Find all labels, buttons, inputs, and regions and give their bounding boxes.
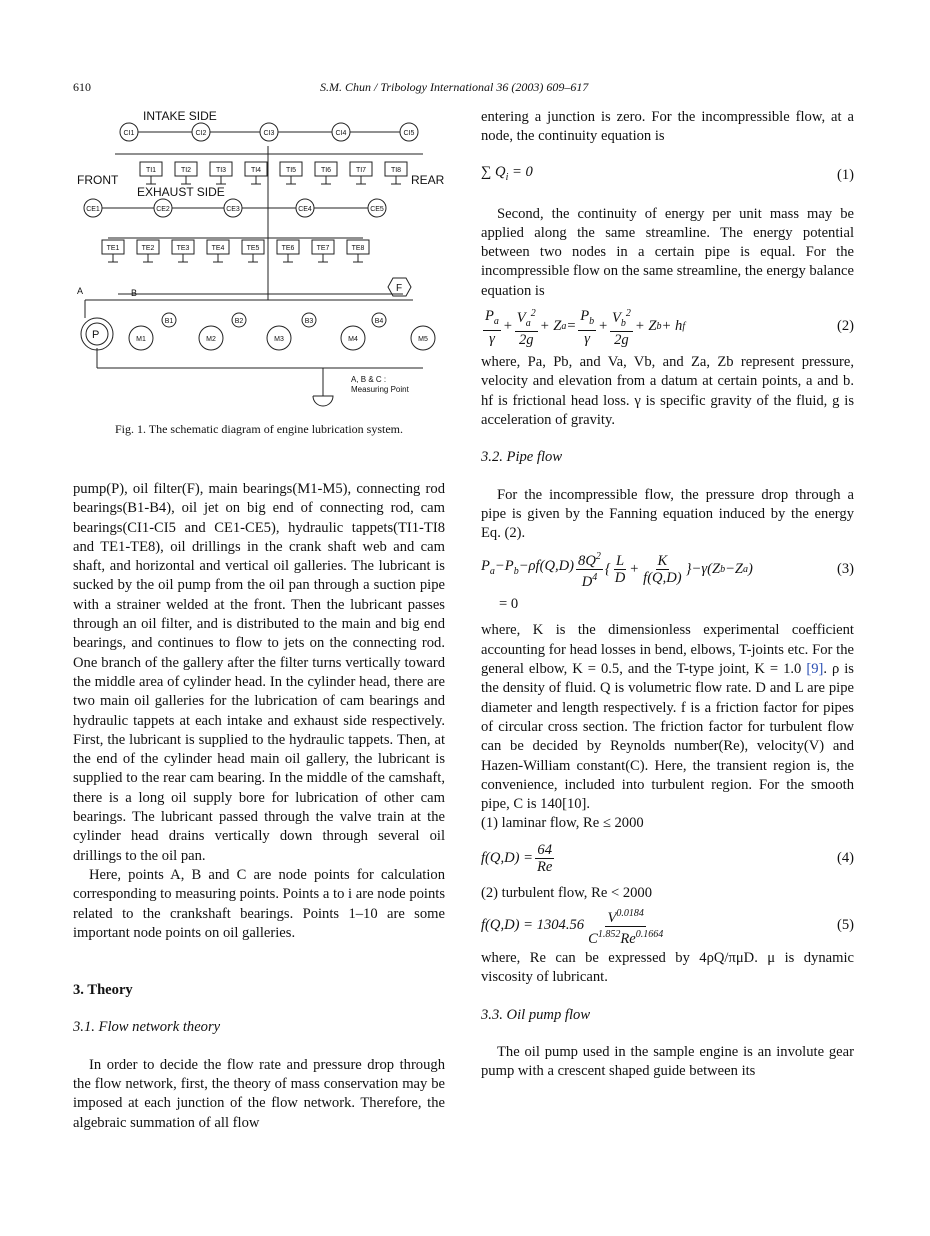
bearing-label-ci5: CI5	[403, 130, 415, 137]
equation-1: ∑ $Q_i = 0$ (1)	[481, 164, 854, 184]
left-paragraph-3: In order to decide the flow rate and pressure drop through the flow network, first, the theory of mass conservation may be imposed at each junction of the flow network. Therefore, the algebraic summation of all flow	[73, 1056, 445, 1131]
section-3-heading: 3. Theory	[73, 982, 133, 999]
figure-caption: Fig. 1. The schematic diagram of engine lubrication system.	[114, 422, 404, 436]
running-head: S.M. Chun / Tribology International 36 (2003) 609–617	[320, 80, 589, 94]
bearing-label-m1: M1	[136, 336, 146, 343]
left-paragraph-1: pump(P), oil filter(F), main bearings(M1-M5), connecting rod bearings(B1-B4), oil jet on big end of connecting rod, cam bearings(CI1-CI5 and CE1-CE5), hydraulic tappets(TI1-TI8 and TE1-TE8), oil drillings in the crank shaft web and cam shaft, and horizontal and vertical oil galleries. The lubricant is sucked by the oil pump from the oil pan through a suction pipe with a strainer welded at the front. Then the lubricant passes through an oil filter, and is distributed to the main and big end bearings, and continues to flow to jets on the connecting rod. One branch of the gallery after the filter turns vertically toward the middle area of cylinder head. In the cylinder head, there are two main oil galleries for the lubrication of cam bearings and hydraulic tappets at each intake and exhaust side respectively. First, the lubricant is supplied to the hydraulic tappets. Then, at the end of the cylinder head main oil gallery, the lubricant is supplied to the rear cam bearing. In the middle of the camshaft, there is a long oil supply bore for lubrication of other cam bearings. The lubricant passed through the valve train at the cylinder head drains vertically down through several oil drillings to the oil pan.	[73, 481, 445, 864]
bearing-label-ci4: CI4	[335, 130, 347, 137]
bearing-label-ce5: CE5	[370, 206, 384, 213]
front-label: FRONT	[77, 173, 119, 187]
section-3-3-heading: 3.3. Oil pump flow	[481, 1006, 591, 1023]
point-A-label: A	[77, 286, 84, 296]
left-paragraph-2: Here, points A, B and C are node points for calculation corresponding to measuring points. Points a to i are node points related to the crankshaft bearings. Points 1–10 are some important node points on oil galleries.	[73, 866, 445, 941]
bearing-label-b3: B3	[304, 318, 314, 325]
bearing-label-ci1: CI1	[123, 130, 135, 137]
section-3-1-heading: 3.1. Flow network theory	[73, 1019, 221, 1036]
tappet-label-te8: TE8	[351, 245, 365, 252]
point-B-label: B	[131, 288, 138, 298]
right-paragraph-5a: where, K is the dimensionless experimental coefficient accounting for head losses in bend, elbows, T-joints etc. For the general elbow, K = 0.5, and the T-type joint, K = 1.0	[481, 622, 854, 678]
tappet-label-te2: TE2	[141, 245, 155, 252]
bearing-label-b2: B2	[234, 318, 244, 325]
tappet-label-te4: TE4	[211, 245, 225, 252]
tappet-label-ti8: TI8	[390, 167, 402, 174]
tappets-intake	[140, 162, 407, 184]
bearing-label-ci3: CI3	[263, 130, 275, 137]
section-3-2-heading: 3.2. Pipe flow	[481, 449, 563, 466]
bearing-label-ce2: CE2	[156, 206, 170, 213]
tappet-label-ti1: TI1	[145, 167, 157, 174]
left-column	[73, 480, 445, 1133]
bearing-label-ce4: CE4	[298, 206, 312, 213]
equation-2-number: (2)	[836, 318, 854, 335]
tappet-label-ti4: TI4	[250, 167, 262, 174]
right-paragraph-7: The oil pump used in the sample engine is an involute gear pump with a crescent shaped guide between its	[481, 1043, 854, 1080]
pump-label: P	[92, 329, 100, 341]
tappet-label-ti5: TI5	[285, 167, 297, 174]
main-bearings	[129, 326, 435, 350]
intake-side-label: INTAKE SIDE	[143, 109, 217, 123]
tappet-label-te6: TE6	[281, 245, 295, 252]
right-column	[481, 108, 854, 1082]
right-paragraph-2: Second, the continuity of energy per unit mass may be applied along the same streamline. The energy potential between two nodes in a certain pipe is equal. For the incompressible flow on the same streamline, the energy balance equation is	[481, 205, 854, 299]
right-paragraph-4: For the incompressible flow, the pressure drop through a pipe is given by the Fanning equation induced by the energy Eq. (2).	[481, 486, 854, 542]
tappets-exhaust	[102, 240, 369, 262]
filter-label: F	[396, 283, 403, 294]
bearing-label-ce1: CE1	[86, 206, 100, 213]
bearing-label-m3: M3	[274, 336, 284, 343]
bearing-label-m4: M4	[348, 336, 358, 343]
equation-5-number: (5)	[836, 917, 854, 934]
tappet-label-ti6: TI6	[320, 167, 332, 174]
tappet-label-ti7: TI7	[355, 167, 367, 174]
turbulent-case-label: (2) turbulent flow, Re < 2000	[481, 884, 653, 901]
right-paragraph-3: where, Pa, Pb, and Va, Vb, and Za, Zb represent pressure, velocity and elevation from a datum at certain points, a and b. hf is frictional head loss. γ is specific gravity of the fluid, g is acceleration of gravity.	[481, 354, 854, 428]
tappet-label-ti2: TI2	[180, 167, 192, 174]
right-paragraph-5b: . ρ is the density of fluid. Q is volumetric flow rate. D and L are pipe diameter and length respectively. f is a friction factor for pipes of circular cross section. The friction factor for turbulent flow can be decided by Reynolds number(Re), velocity(V) and Hazen-William constant(C). Here, the transient region is, the convenience, included into turbulent region. For the smooth pipe, C is 140[10].	[481, 661, 854, 813]
measuring-label-1: A, B & C :	[351, 375, 387, 384]
equation-4: f(Q,D) = $\frac{64}{Re}$ (4)	[481, 842, 854, 876]
bearing-label-b1: B1	[164, 318, 174, 325]
rod-bearings	[162, 313, 386, 327]
tappet-label-ti3: TI3	[215, 167, 227, 174]
equation-3-number: (3)	[836, 560, 854, 577]
tappet-label-te7: TE7	[316, 245, 330, 252]
measuring-label-2: Measuring Point	[351, 385, 409, 394]
bearing-label-m2: M2	[206, 336, 216, 343]
tappet-label-te5: TE5	[246, 245, 260, 252]
tappet-label-te1: TE1	[106, 245, 120, 252]
rear-label: REAR	[411, 173, 445, 187]
bearing-label-b4: B4	[374, 318, 384, 325]
right-paragraph-5	[481, 621, 854, 814]
right-paragraph-1: entering a junction is zero. For the incompressible flow, at a node, the continuity equation is	[481, 109, 854, 145]
equation-3-continuation: = 0	[499, 596, 519, 613]
page-number: 610	[73, 80, 91, 94]
tappet-label-te3: TE3	[176, 245, 190, 252]
laminar-case-label: (1) laminar flow, Re ≤ 2000	[481, 815, 644, 832]
equation-2: $\frac{P_a}{\gamma}$ + $\frac{V_a^2}{2g}$ + Z a = $\frac{P_b}{\gamma}$ + $\frac{V_b^2}{2g}$ + Z b + h f (2)	[485, 307, 854, 349]
equation-5: f(Q,D) = 1304.56 $\frac{V^{0.0184}}{C^{1.852}Re^{0.1664}}$ (5)	[481, 907, 854, 947]
bearing-label-ci2: CI2	[195, 130, 207, 137]
equation-1-number: (1)	[836, 166, 854, 183]
right-paragraph-6: where, Re can be expressed by 4ρQ/πμD. μ is dynamic viscosity of lubricant.	[481, 950, 854, 986]
equation-4-number: (4)	[836, 850, 854, 867]
exhaust-side-label: EXHAUST SIDE	[137, 185, 225, 199]
bearing-label-m5: M5	[418, 336, 428, 343]
reference-9-link[interactable]: [9]	[806, 661, 824, 678]
bearing-label-ce3: CE3	[226, 206, 240, 213]
figure-1-diagram	[73, 106, 445, 418]
equation-3: $P_a-P_b-\rho f(Q,D)$ $\frac{8Q^2}{D^4}$ { $\frac{L}{D}$ + $\frac{K}{f(Q,D)}$ }−γ(Z b −Z a ) (3)	[481, 551, 854, 590]
